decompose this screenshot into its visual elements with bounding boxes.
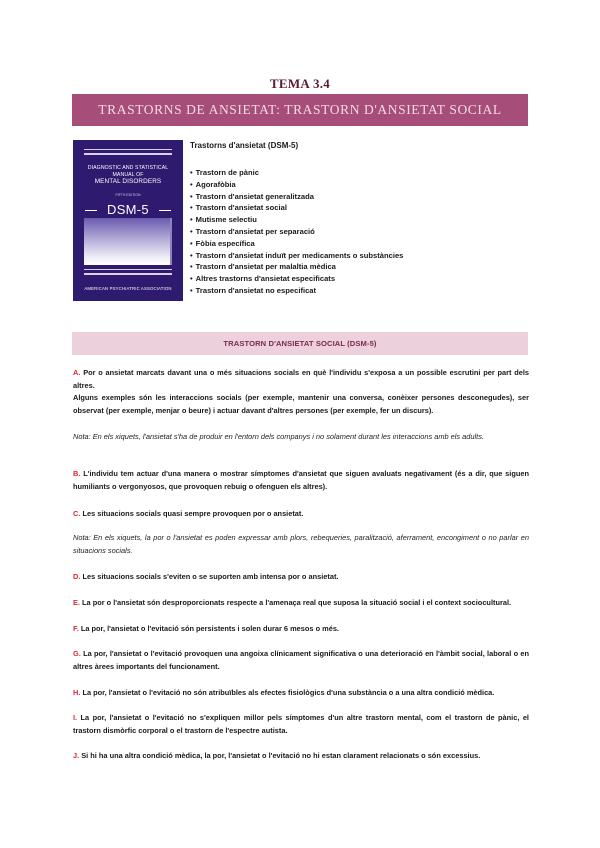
cover-rule (84, 269, 172, 270)
criterion-f (73, 623, 529, 636)
list-item: • Trastorn d'ansietat social (190, 202, 450, 214)
dsm5-book-cover-image (73, 140, 183, 301)
criterion-letter: F. (73, 624, 79, 633)
criterion-c (73, 508, 529, 521)
criterion-text: Si hi ha una altra condició mèdica, la por, l'ansietat o l'evitació no hi estan clarament relacionats o són excessius. (81, 751, 481, 760)
criterion-text: L'individu tem actuar d'una manera o mostrar símptomes d'ansietat que siguen avaluats negativament (és a dir, que siguen humiliants o vergonyosos, que provoquen rebuig o ofenguen els altres). (73, 469, 530, 491)
criterion-i (73, 712, 529, 737)
section-header-bar (72, 332, 528, 355)
list-item: • Trastorn d'ansietat per malaltia mèdica (190, 261, 450, 273)
criterion-e (73, 597, 529, 610)
cover-gradient-panel (84, 218, 172, 265)
criterion-letter: B. (73, 469, 81, 478)
criterion-text: La por, l'ansietat o l'evitació provoquen una angoixa clínicament significativa o una deterioració en l'àmbit social, laboral o en altres àrees importants del funcionament. (73, 649, 529, 671)
criterion-letter: A. (73, 368, 81, 377)
list-title: Trastorns d'ansietat (DSM-5) (190, 141, 299, 150)
criterion-letter: J. (73, 751, 80, 760)
note-children-expression: Nota: En els xiquets, la por o l'ansietat es poden expressar amb plors, rebequeries, paralització, aferrament, encongiment o no parlar en situacions socials. (73, 533, 529, 555)
criterion-letter: I. (73, 713, 78, 722)
criterion-letter: H. (73, 688, 81, 697)
title-banner (72, 94, 528, 126)
list-item: • Trastorn d'ansietat per separació (190, 226, 450, 238)
cover-rule (84, 153, 172, 155)
criterion-letter: E. (73, 598, 80, 607)
list-item: • Altres trastorns d'ansietat especificats (190, 273, 450, 285)
list-item: • Trastorn d'ansietat induït per medicaments o substàncies (190, 250, 450, 262)
list-item: • Trastorn de pànic (190, 167, 450, 179)
page-heading-tema: TEMA 3.4 (269, 76, 331, 91)
cover-rule (84, 273, 172, 275)
criterion-letter: C. (73, 509, 81, 518)
criterion-j (73, 750, 529, 763)
criterion-text: La por o l'ansietat són desproporcionats respecte a l'amenaça real que suposa la situació social i el context sociocultural. (82, 598, 512, 607)
criterion-text: La por, l'ansietat o l'evitació són persistents i solen durar 6 mesos o més. (80, 624, 339, 633)
cover-edition: FIFTH EDITION (115, 193, 141, 197)
cover-line-2: MANUAL OF (112, 171, 144, 178)
banner-title: TRASTORNS DE ANSIETAT: TRASTORN D'ANSIETAT SOCIAL (98, 102, 502, 117)
criterion-h (73, 687, 529, 700)
criterion-letter: D. (73, 572, 81, 581)
cover-title-text (73, 165, 183, 186)
list-item: • Fòbia específica (190, 238, 450, 250)
criterion-text-examples: Alguns exemples són les interaccions socials (per exemple, mantenir una conversa, conèixer persones desconegudes), ser observat (per exemple, menjar o beure) i actuar davant d'altres persones (per exemple, fer un discurs). (73, 393, 529, 415)
cover-dash (159, 210, 171, 211)
anxiety-disorders-list (190, 167, 450, 297)
anxiety-disorders-list-block (190, 140, 450, 297)
list-item: • Trastorn d'ansietat no especificat (190, 285, 450, 297)
criterion-letter: G. (73, 649, 81, 658)
list-item: • Trastorn d'ansietat generalitzada (190, 191, 450, 203)
cover-dsm-title: DSM-5 (107, 202, 149, 217)
cover-rule (84, 149, 172, 150)
criterion-b (73, 468, 529, 493)
criterion-g (73, 648, 529, 673)
list-item: • Agorafòbia (190, 179, 450, 191)
criterion-text: Les situacions socials quasi sempre provoquen por o ansietat. (82, 509, 304, 518)
criterion-text: Les situacions socials s'eviten o se suporten amb intensa por o ansietat. (82, 572, 339, 581)
list-item: • Mutisme selectiu (190, 214, 450, 226)
cover-line-1: DIAGNOSTIC AND STATISTICAL (87, 165, 169, 171)
criterion-text: La por, l'ansietat o l'evitació no s'expliquen millor pels símptomes d'un altre trastorn mental, com el trastorn de pànic, el trastorn dismòrfic corporal o el trastorn de l'espectre autista. (73, 713, 529, 735)
section-title: TRASTORN D'ANSIETAT SOCIAL (DSM-5) (223, 339, 377, 348)
criterion-d (73, 571, 529, 584)
criterion-a (73, 367, 529, 417)
cover-line-3: MENTAL DISORDERS (94, 178, 162, 185)
cover-publisher: AMERICAN PSYCHIATRIC ASSOCIATION (84, 286, 172, 291)
criterion-text: Por o ansietat marcats davant una o més situacions socials en què l'individu s'exposa a un possible escrutini per part dels altres. (73, 368, 530, 390)
criterion-text: La por, l'ansietat o l'evitació no són atribuïbles als efectes fisiològics d'una substància o a una altra condició mèdica. (82, 688, 495, 697)
note-children-peers: Nota: En els xiquets, l'ansietat s'ha de produir en l'entorn dels companys i no solament durant les interaccions amb els adults. (73, 432, 484, 441)
